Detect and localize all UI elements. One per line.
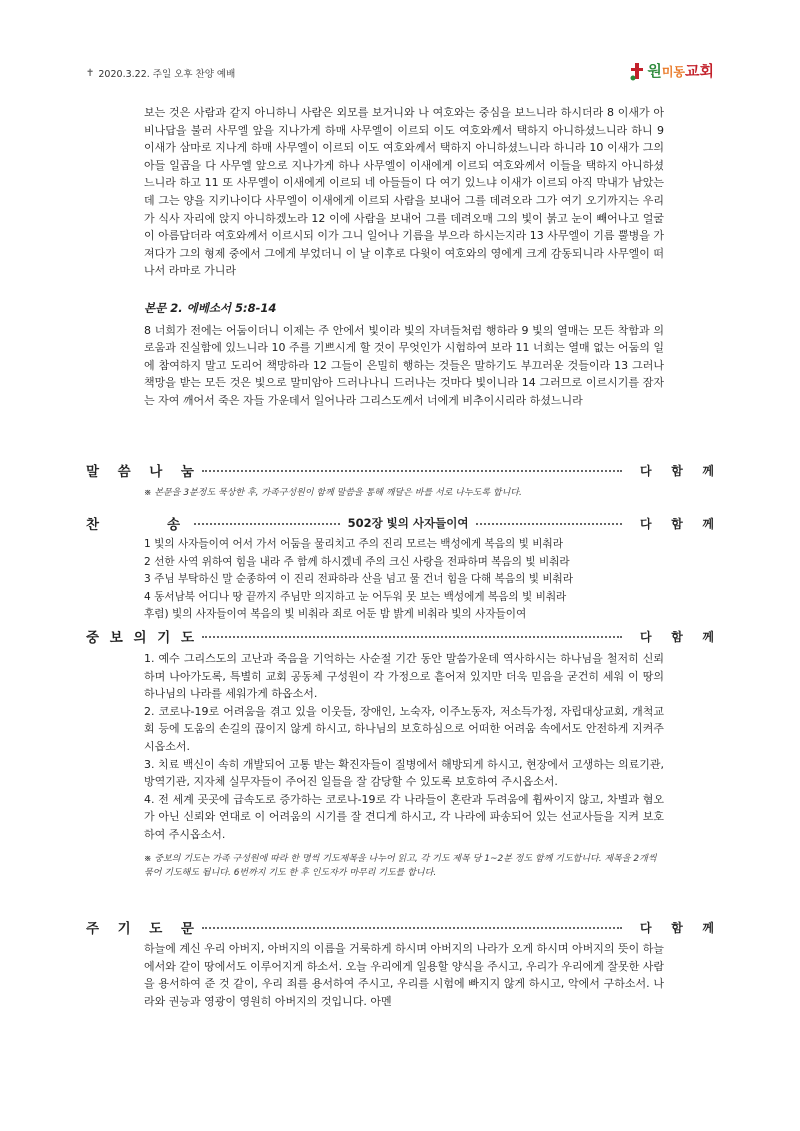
lords-prayer-text: 하늘에 계신 우리 아버지, 아버지의 이름을 거룩하게 하시며 아버지의 나라가 오게 하시며 아버지의 뜻이 하늘에서와 같이 땅에서도 이루어지게 하소서. 오늘 우리에게 일용할 양식을 주시고, 우리가 우리에게 잘못한 사람을 용서하여 준 것 같이, 우리 죄를 용서하여 주시고, 우리를 시험에 빠지지 않게 하시고, 악에서 구하소서. 나라와 권능과 영광이 영원히 아버지의 것입니다. 아멘 <box>144 942 664 1008</box>
section-sharing-together: 다 함 께 <box>640 463 714 478</box>
section-hymn-together: 다 함 께 <box>640 516 715 531</box>
cross-icon: ✝ <box>86 67 95 79</box>
section-hymn-title: 찬 송 <box>86 517 180 533</box>
section-intercession-header <box>86 626 714 646</box>
leader-dots <box>202 470 622 472</box>
church-logo-text: 원미동교회 <box>647 62 714 80</box>
scripture-content <box>144 104 664 410</box>
church-logo <box>630 60 714 81</box>
hymn-verse: 2 선한 사역 위하여 힘을 내라 주 함께 하시겠네 주의 크신 사랑을 전파하며 복음의 빛 비춰라 <box>144 555 570 568</box>
scripture-2-reference: 본문 2. 에베소서 5:8-14 <box>144 300 277 315</box>
section-intercession-note: ※ 중보의 기도는 가족 구성원에 따라 한 명씩 기도제목을 나누어 읽고, 각 기도 제목 당 1~2분 정도 함께 기도합니다. 제목을 2개씩 묶어 기도해도 됩니다. 6번까지 기도 한 후 인도자가 마무리 기도를 합니다. <box>144 853 657 878</box>
hymn-chorus: 후렴) 빛의 사자들이여 복음의 빛 비춰라 죄로 어둔 밤 밝게 비춰라 빛의 사자들이여 <box>144 608 527 621</box>
hymn-verse: 3 주님 부탁하신 말 순종하여 이 진리 전파하라 산을 넘고 물 건너 힘을 다해 복음의 빛 비춰라 <box>144 573 574 586</box>
page-header <box>86 60 714 86</box>
section-hymn <box>86 513 714 624</box>
section-lords-prayer-title: 주 기 도 문 <box>86 921 194 937</box>
leader-dots <box>194 523 340 525</box>
header-date-title: ✝ 2020.3.22. 주일 오후 찬양 예배 <box>86 67 236 80</box>
church-logo-icon <box>630 61 644 81</box>
scripture-1-text: 보는 것은 사람과 같지 아니하니 사람은 외모를 보거니와 나 여호와는 중심을 보느니라 하시더라 8 이새가 아비나답을 불러 사무엘 앞을 지나가게 하매 사무엘이 이르되 이도 여호와께서 택하지 아니하셨느니라 하니 9 이새가 삼마로 지나게 하매 사무엘이 이르되 이도 여호와께서 택하지 아니하셨느니라 하니라 10 이새가 그의 아들 일곱을 다 사무엘 앞으로 지나가게 하나 사무엘이 이새에게 이르되 여호와께서 이들을 택하지 아니하셨느니라 하고 11 또 사무엘이 이새에게 이르되 네 아들들이 다 여기 있느냐 이새가 이르되 아직 막내가 남았는데 그는 양을 지키나이다 사무엘이 이새에게 이르되 사람을 보내어 그를 데려오라 그가 여기 오기까지는 우리가 식사 자리에 앉지 아니하겠노라 12 이에 사람을 보내어 그를 데려오매 그의 빛이 붉고 눈이 빼어나고 얼굴이 아름답더라 여호와께서 이르시되 이가 그니 일어나 기름을 부으라 하시는지라 13 사무엘이 기름 뿔병을 가져다가 그의 형제 중에서 그에게 부었더니 이 날 이후로 다윗이 여호와의 영에게 크게 감동되니라 사무엘이 떠나서 라마로 가니라 <box>144 106 664 278</box>
hymn-verse: 4 동서남북 어디나 땅 끝까지 주님만 의지하고 눈 어두워 못 보는 백성에게 복음의 빛 비춰라 <box>144 590 567 603</box>
prayer-item: 4. 전 세계 곳곳에 급속도로 증가하는 코로나-19로 각 나라들이 혼란과 두려움에 휩싸이지 않고, 차별과 혐오가 아닌 신뢰와 연대로 이 어려움의 시기를 잘 견디게 하시고, 각 나라에 파송되어 있는 선교사들을 지켜 보호하여 주시옵소서. <box>144 792 664 841</box>
leader-dots <box>202 636 622 638</box>
section-sharing-title: 말 씀 나 눔 <box>86 464 194 480</box>
section-lords-prayer <box>86 917 714 1010</box>
section-intercession <box>86 626 714 880</box>
section-intercession-together: 다 함 께 <box>640 629 714 644</box>
section-lords-prayer-together: 다 함 께 <box>640 920 714 935</box>
leader-dots <box>202 927 622 929</box>
leader-dots <box>476 523 622 525</box>
scripture-2-text: 8 너희가 전에는 어둠이더니 이제는 주 안에서 빛이라 빛의 자녀들처럼 행하라 9 빛의 열매는 모든 착함과 의로움과 진실함에 있느니라 10 주를 기쁘시게 할 것이 무엇인가 시험하여 보라 11 너희는 열매 없는 어둠의 일에 참여하지 말고 도리어 책망하라 12 그들이 은밀히 행하는 것들은 말하기도 부끄러운 것들이라 13 그러나 책망을 받는 모든 것은 빛으로 말미암아 드러나나니 드러나는 것마다 빛이니라 14 그러므로 이르시기를 잠자는 자여 깨어서 죽은 자들 가운데서 일어나라 그리스도께서 너에게 비추이시리라 하셨느니라 <box>144 323 664 407</box>
prayer-item: 3. 치료 백신이 속히 개발되어 고통 받는 확진자들이 질병에서 해방되게 하시고, 현장에서 고생하는 의료기관, 방역기관, 지자체 실무자들이 주어진 일들을 잘 감당할 수 있도록 보호하여 주시옵소서. <box>144 757 664 789</box>
hymn-verse: 1 빛의 사자들이여 어서 가서 어둠을 물리치고 주의 진리 모르는 백성에게 복음의 빛 비춰라 <box>144 538 563 550</box>
hymn-verses <box>144 536 664 624</box>
prayer-item: 1. 예수 그리스도의 고난과 죽음을 기억하는 사순절 기간 동안 말씀가운데 역사하시는 하나님을 철저히 신뢰하며 나아가도록, 특별히 교회 공동체 구성원이 각 가정으로 흩어져 있지만 더욱 믿음을 굳건히 세워 이 땅의 하나님의 나라를 세워가게 하옵소서. <box>144 652 664 701</box>
section-lords-prayer-header <box>86 917 714 937</box>
section-sharing-note: ※ 본문을 3분정도 묵상한 후, 가족구성원이 함께 말씀을 통해 깨달은 바를 서로 나누도록 합니다. <box>144 488 522 498</box>
section-sharing <box>86 460 714 500</box>
hymn-number-title: 502장 빛의 사자들이여 <box>347 516 469 530</box>
section-intercession-title: 중 보 의 기 도 <box>86 630 194 646</box>
prayer-item: 2. 코로나-19로 어려움을 겪고 있을 이웃들, 장애인, 노숙자, 이주노동자, 저소득가정, 자립대상교회, 개척교회 등에 도움의 손길의 끊이지 않게 하시고, 하나님의 보호하심으로 어떠한 어려움 속에서도 안전하게 지켜주시옵소서. <box>144 704 664 753</box>
section-sharing-header <box>86 460 714 480</box>
section-hymn-header <box>86 513 714 533</box>
intercession-items <box>144 650 664 844</box>
